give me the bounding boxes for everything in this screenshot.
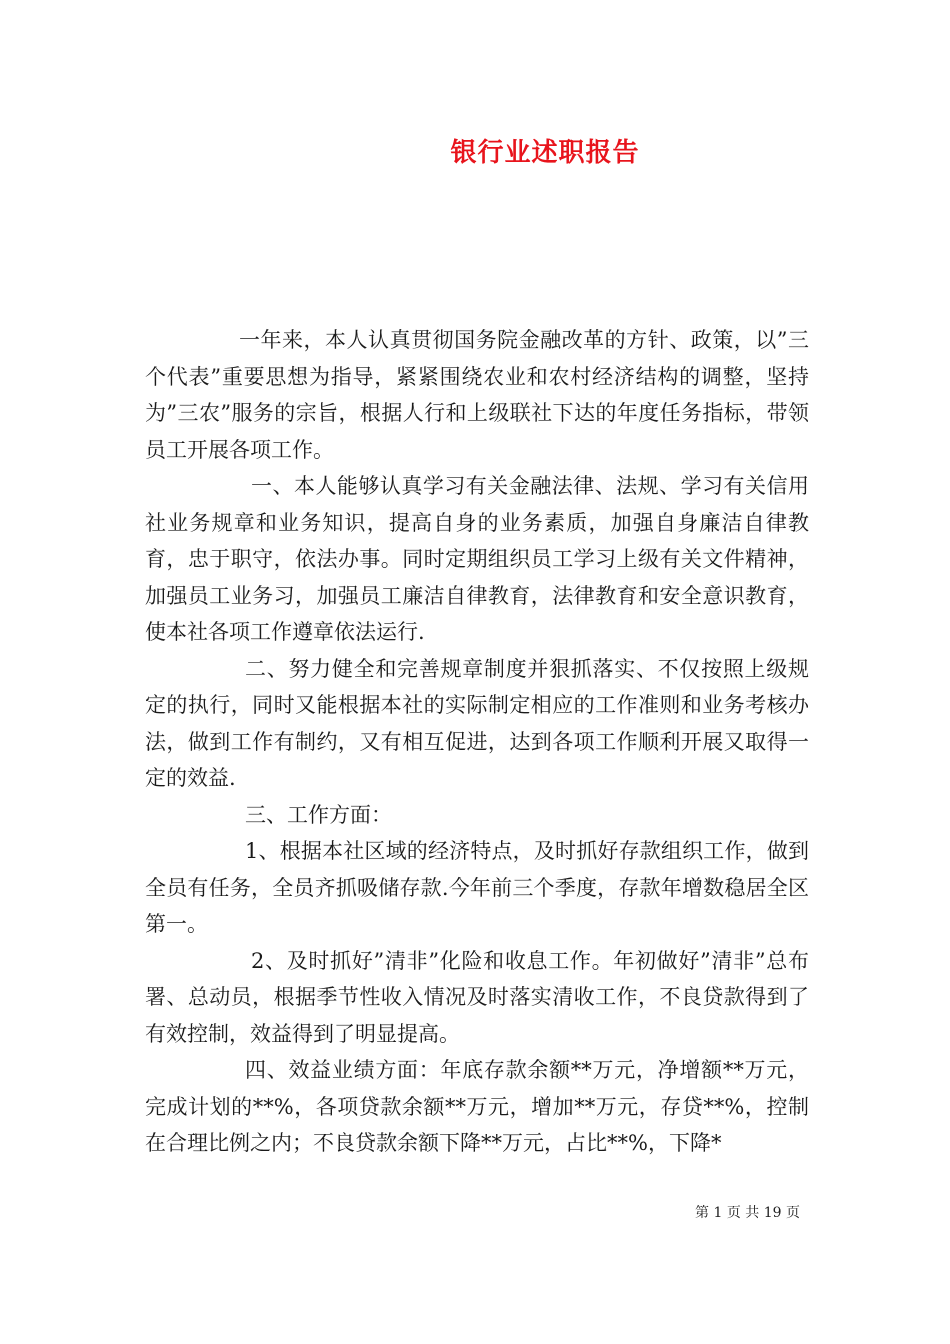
paragraph-item-2: 2、及时抓好”清非”化险和收息工作。年初做好”清非”总布署、总动员，根据季节性收入情况及时落实清收工作，不良贷款得到了有效控制，效益得到了明显提高。 <box>145 948 809 1046</box>
paragraph-section-1: 一、本人能够认真学习有关金融法律、法规、学习有关信用社业务规章和业务知识，提高自身的业务素质，加强自身廉洁自律教育，忠于职守，依法办事。同时定期组织员工学习上级有关文件精神，加强员工业务习，加强员工廉洁自律教育，法律教育和安全意识教育，使本社各项工作遵章依法运行. <box>145 474 809 644</box>
paragraph-section-4: 四、效益业绩方面：年底存款余额**万元，净增额**万元，完成计划的**%，各项贷款余额**万元，增加**万元，存贷**%，控制在合理比例之内；不良贷款余额下降**万元，占比**%，下降* <box>145 1058 809 1155</box>
document-body <box>145 322 809 1162</box>
paragraph-section-2: 二、努力健全和完善规章制度并狠抓落实、不仅按照上级规定的执行，同时又能根据本社的实际制定相应的工作准则和业务考核办法，做到工作有制约，又有相互促进，达到各项工作顺利开展又取得一定的效益. <box>145 656 809 790</box>
page-number: 第 1 页 共 19 页 <box>695 1205 800 1221</box>
paragraph-section-3-heading: 三、工作方面： <box>245 802 392 827</box>
paragraph-intro: 一年来，本人认真贯彻国务院金融改革的方针、政策，以”三个代表”重要思想为指导，紧紧围绕农业和农村经济结构的调整，坚持为”三农”服务的宗旨，根据人行和上级联社下达的年度任务指标，带领员工开展各项工作。 <box>145 328 809 462</box>
paragraph-item-1: 1、根据本社区域的经济特点，及时抓好存款组织工作，做到全员有任务，全员齐抓吸储存款.今年前三个季度，存款年增数稳居全区第一。 <box>145 839 809 936</box>
document-title: 银行业述职报告 <box>450 138 640 168</box>
